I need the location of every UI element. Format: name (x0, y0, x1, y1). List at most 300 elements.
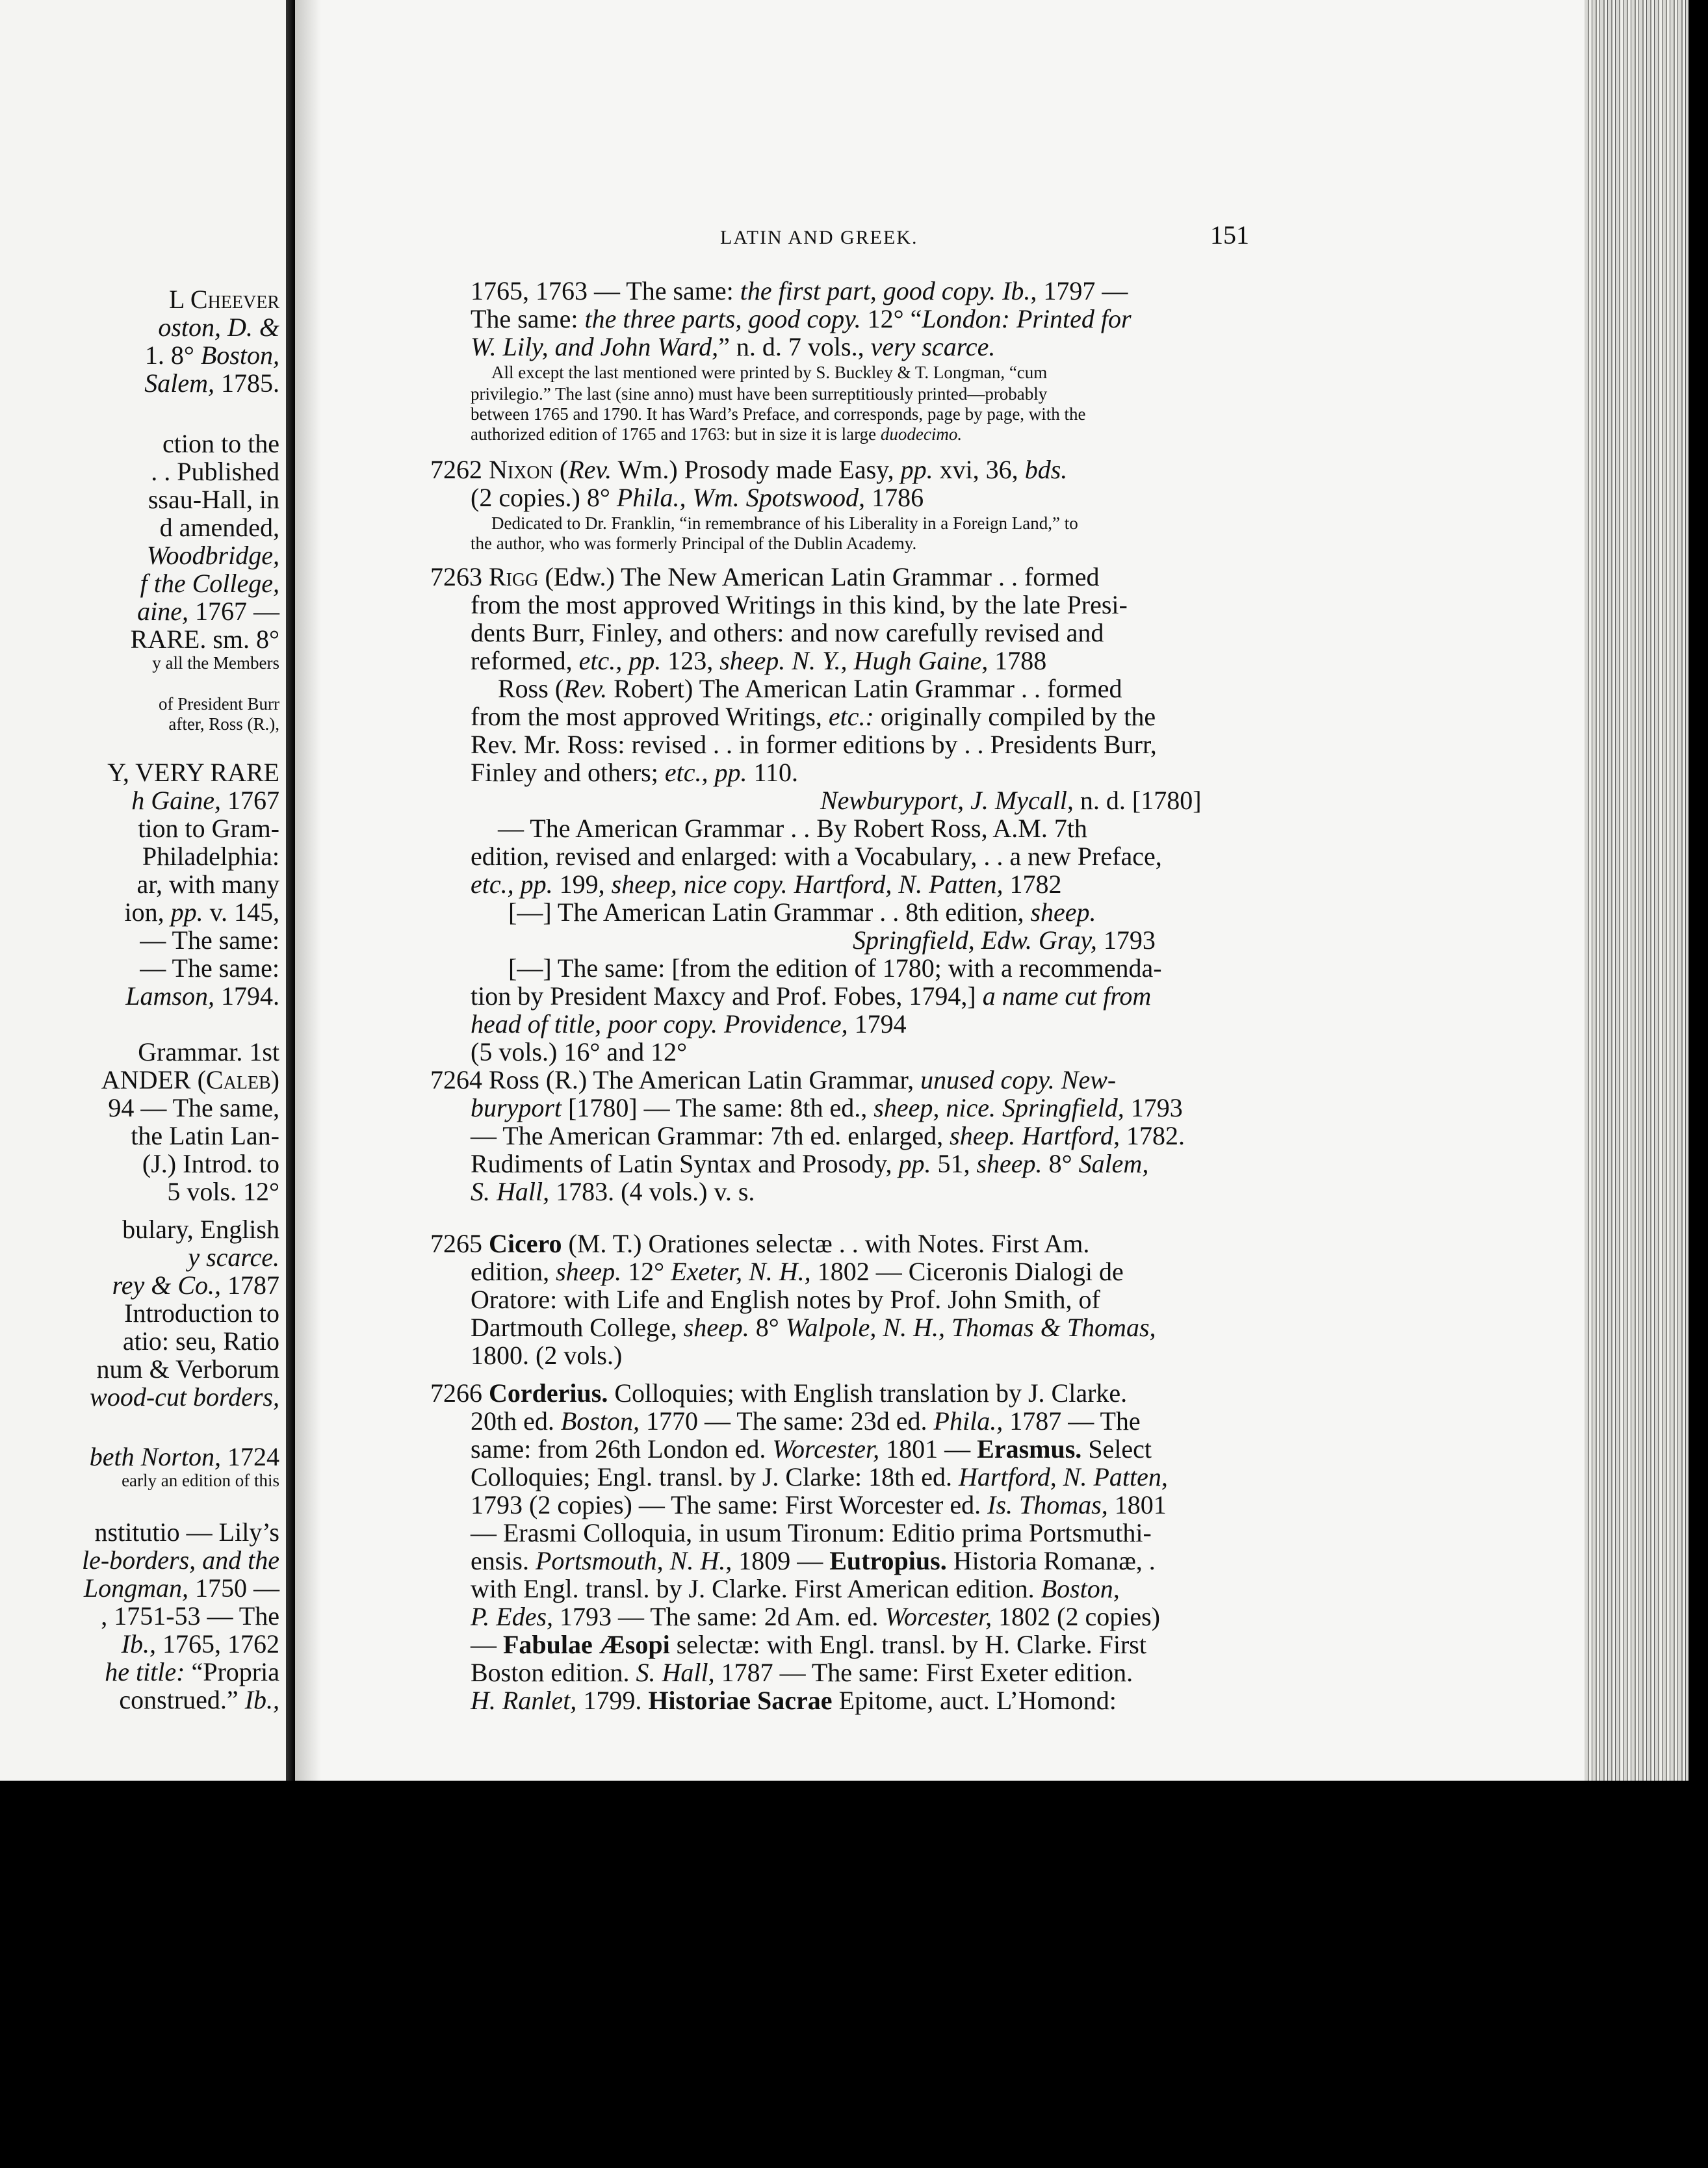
text-run: 1765, 1762 (156, 1629, 279, 1658)
text-run: Historiae Sacrae (648, 1686, 833, 1715)
text-run: Salem, (144, 368, 214, 398)
left-text-line (162, 430, 279, 458)
text-run: sheep, nice. Springfield, (873, 1093, 1124, 1122)
text-run: etc., pp. (664, 758, 747, 787)
text-line (471, 1122, 1185, 1150)
text-run: RARE. sm. 8° (130, 625, 279, 654)
text-run: Select (1081, 1434, 1152, 1464)
book-gutter-shadow (286, 0, 295, 1781)
left-text-line (138, 814, 279, 843)
left-text-line (142, 842, 279, 871)
text-run: early an edition of this (122, 1471, 279, 1490)
text-line (508, 898, 1096, 927)
text-run: — The American Grammar . . By Robert Ross, A.M. 7th (498, 814, 1087, 843)
text-run: 1787 — The same: First Exeter edition. (714, 1658, 1133, 1687)
text-run: ( (552, 455, 569, 484)
text-line (471, 404, 1086, 424)
text-line (491, 513, 1078, 534)
left-text-line (101, 1066, 279, 1094)
text-run: 199, (552, 870, 612, 899)
text-run: Eutropius. (829, 1546, 947, 1575)
text-run: xvi, 36, (933, 455, 1025, 484)
text-run: ion, (124, 897, 171, 927)
left-text-line (82, 1546, 279, 1575)
left-text-line (169, 285, 279, 314)
text-run: he title: (105, 1657, 185, 1686)
text-run: sheep. (683, 1313, 749, 1342)
text-run: — The same: (140, 925, 279, 955)
text-line (471, 1519, 1152, 1547)
text-line (430, 563, 1099, 591)
text-run: 1750 — (188, 1573, 279, 1603)
text-run: Dartmouth College, (471, 1313, 684, 1342)
left-text-line (140, 954, 279, 983)
text-run: Y, VERY RARE (107, 758, 279, 787)
text-run: Lamson, (125, 981, 214, 1011)
text-run: N. Y., Hugh Gaine, (792, 646, 989, 675)
text-run: sheep. (719, 646, 786, 675)
text-run: bds. (1024, 455, 1068, 484)
text-run: 51, (931, 1149, 977, 1178)
text-run: from the most approved Writings, (471, 702, 829, 731)
text-run: Boston, (200, 341, 279, 370)
text-run: Ib., (244, 1685, 279, 1714)
text-run: Cicero (489, 1229, 562, 1258)
text-line (471, 1435, 1152, 1464)
text-run: privilegio.” The last (sine anno) must have been surreptitiously printed—probably (471, 384, 1048, 404)
left-text-line (84, 1574, 279, 1603)
text-run: ction to the (162, 429, 279, 458)
text-line (471, 1547, 1156, 1575)
left-text-line (144, 369, 279, 398)
text-run: Finley and others; (471, 758, 665, 787)
text-run: Exeter, N. H., (671, 1257, 811, 1286)
text-run: — (471, 1630, 503, 1659)
text-run: Newburyport, J. Mycall, (820, 786, 1074, 815)
text-run: Oratore: with Life and English notes by Prof. John Smith, of (471, 1285, 1100, 1314)
text-run: Walpole, N. H., Thomas & Thomas, (785, 1313, 1156, 1342)
text-run: 7265 (430, 1229, 489, 1258)
left-text-line (160, 513, 279, 542)
text-run: 1782 (1003, 870, 1062, 899)
text-run: Robert) The American Latin Grammar . . formed (607, 674, 1122, 703)
text-line (471, 870, 1061, 899)
left-text-line (145, 341, 279, 370)
text-run: Worcester, (772, 1434, 880, 1464)
left-text-line (95, 1518, 279, 1547)
text-run: Corderius. (489, 1378, 608, 1408)
text-line (471, 982, 1151, 1011)
text-run: Rev. Mr. Ross: revised . . in former editions by . . Presidents Burr, (471, 730, 1157, 759)
text-line (471, 424, 962, 445)
text-run: etc.: (828, 702, 874, 731)
text-line (471, 1313, 1156, 1342)
text-run: Providence, (723, 1009, 848, 1039)
text-run: — The American Grammar: 7th ed. enlarged, (471, 1121, 950, 1150)
left-text-line (151, 458, 279, 486)
left-text-line (108, 1094, 279, 1122)
text-run: 1787 — The (1003, 1406, 1141, 1436)
text-run: the Latin Lan- (131, 1121, 279, 1150)
text-run: The same: (471, 304, 585, 333)
text-run: 1785. (214, 368, 279, 398)
text-run: pp. (900, 455, 933, 484)
text-run: Woodbridge, (146, 541, 279, 570)
text-run: tion by President Maxcy and Prof. Fobes, 1794,] (471, 981, 983, 1011)
text-run: etc., pp. (471, 870, 553, 899)
left-text-line (137, 597, 279, 626)
text-line (471, 1686, 1117, 1715)
text-run: tion to Gram- (138, 814, 279, 843)
left-text-line (105, 1658, 279, 1686)
text-run: Philadelphia: (142, 842, 279, 871)
text-run: the three parts, good copy. (584, 304, 861, 333)
text-run: S. Hall, (471, 1177, 550, 1206)
text-line (471, 703, 1156, 731)
text-run: Phila., (933, 1406, 1003, 1436)
text-run: selectæ: with Engl. transl. by H. Clarke. First (669, 1630, 1146, 1659)
text-run: 1799. (576, 1686, 649, 1715)
text-run: — The same: (140, 953, 279, 983)
left-text-line (119, 1686, 279, 1714)
text-line (471, 277, 1128, 305)
left-text-line (137, 870, 279, 899)
bottom-dark-band (0, 1781, 1708, 2168)
text-run: v. 145, (203, 897, 279, 927)
text-run: the first part, good copy. Ib. (740, 276, 1031, 305)
left-text-line (131, 786, 279, 815)
text-run: (Edw.) The New American Latin Grammar . . formed (538, 562, 1100, 591)
text-run: Portsmouth, N. H., (536, 1546, 732, 1575)
text-run: , 1797 — (1030, 276, 1128, 305)
left-text-line (147, 541, 279, 570)
text-run: edition, (471, 1257, 556, 1286)
left-text-line (148, 485, 279, 514)
text-run: sheep. (1030, 897, 1096, 927)
text-run: Epitome, auct. L’Homond: (832, 1686, 1117, 1715)
text-line (471, 1491, 1167, 1519)
text-run: authorized edition of 1765 and 1763: but in size it is large (471, 424, 881, 444)
text-line (471, 1285, 1100, 1314)
text-line (471, 619, 1104, 647)
text-run: P. Edes, (471, 1602, 554, 1631)
left-text-line (138, 1038, 279, 1066)
left-text-line (140, 569, 279, 598)
text-run: Grammar. 1st (138, 1037, 279, 1066)
left-text-line (124, 898, 279, 927)
text-run: 20th ed. (471, 1406, 561, 1436)
text-run: 7264 Ross (R.) The American Latin Grammar, (430, 1065, 921, 1094)
left-text-line (101, 1602, 279, 1631)
text-run: Worcester, (885, 1602, 992, 1631)
text-run (788, 870, 794, 899)
text-line (471, 730, 1157, 759)
text-run: rey & Co., (112, 1271, 221, 1300)
text-run: 1788 (988, 646, 1047, 675)
text-run: 7262 (430, 455, 489, 484)
text-run: (J.) Introd. to (142, 1149, 279, 1178)
left-text-line (124, 1299, 279, 1328)
text-run: after, Ross (R.), (168, 714, 279, 734)
text-run: . . Published (151, 457, 279, 486)
text-line (498, 814, 1087, 843)
text-run: Hartford, N. Patten, (794, 870, 1003, 899)
text-run: pp. (170, 897, 203, 927)
text-run: 1800. (2 vols.) (471, 1341, 623, 1370)
text-run: 1793 (2 copies) — The same: First Worcester ed. (471, 1490, 988, 1519)
text-run: etc., pp. (578, 646, 662, 675)
text-run: 1802 (2 copies) (992, 1602, 1160, 1631)
text-run: 1794. (214, 981, 279, 1011)
text-run: 1724 (221, 1442, 279, 1471)
text-run: y scarce. (188, 1243, 279, 1272)
text-run: ANDER (Caleb) (101, 1065, 279, 1094)
running-head: LATIN AND GREEK. (720, 227, 918, 248)
text-run: Boston, (1041, 1574, 1120, 1603)
text-line (471, 1150, 1148, 1178)
text-line (498, 675, 1122, 703)
text-run: Introduction to (124, 1298, 279, 1328)
text-run: Ross ( (498, 674, 564, 703)
text-run: Colloquies; Engl. transl. by J. Clarke: 18th ed. (471, 1462, 959, 1491)
text-line (471, 758, 798, 787)
text-run: y all the Members (152, 653, 279, 673)
text-run: sheep. (556, 1257, 622, 1286)
text-run: Phila., Wm. Spotswood, (616, 483, 866, 512)
text-line (430, 1379, 1127, 1408)
text-line (430, 1066, 1116, 1094)
text-run: [—] The same: [from the edition of 1780; with a recommenda- (508, 953, 1162, 983)
left-text-line (168, 714, 279, 734)
text-line (491, 363, 1047, 383)
text-run: Boston edition. (471, 1658, 636, 1687)
left-text-line (107, 758, 279, 787)
text-run: nstitutio — Lily’s (94, 1517, 279, 1547)
text-run: wood-cut borders, (90, 1382, 279, 1412)
text-run: London: Printed for (922, 304, 1132, 333)
text-run: the author, who was formerly Principal of the Dublin Academy. (471, 534, 917, 553)
text-line (508, 954, 1162, 983)
text-run: 12° (621, 1257, 671, 1286)
text-run: 7266 (430, 1378, 489, 1408)
text-run: 1809 — (732, 1546, 830, 1575)
text-run: 1767 (221, 786, 279, 815)
text-run: le-borders, and the (81, 1545, 279, 1575)
text-run: (5 vols.) 16° and 12° (471, 1037, 688, 1066)
text-run: very scarce. (870, 332, 996, 361)
left-text-line (90, 1443, 279, 1471)
text-line (471, 842, 1162, 871)
text-run: 110. (747, 758, 798, 787)
text-run: 1770 — The same: 23d ed. (640, 1406, 934, 1436)
text-run: unused copy. New- (920, 1065, 1117, 1094)
text-run: ” n. d. 7 vols., (718, 332, 871, 361)
text-line (820, 786, 1202, 815)
text-run: f the College, (140, 569, 279, 598)
text-run (718, 1009, 724, 1039)
left-text-line (167, 1178, 279, 1206)
left-text-line (140, 926, 279, 955)
text-run: h Gaine, (131, 786, 221, 815)
text-line (471, 534, 916, 554)
text-run: 1793 (1096, 925, 1156, 955)
text-run: (2 copies.) 8° (471, 483, 617, 512)
text-run: 1765, 1763 — The same: (471, 276, 740, 305)
text-run: of President Burr (159, 694, 279, 714)
left-text-line (90, 1383, 279, 1412)
left-text-line (122, 1471, 279, 1491)
text-run: sheep. (976, 1149, 1042, 1178)
text-run: W. Lily, and John Ward, (471, 332, 719, 361)
left-text-line (123, 1327, 279, 1356)
text-line (471, 1178, 755, 1206)
text-run: “Propria (185, 1657, 279, 1686)
left-text-line (125, 982, 279, 1011)
text-line (471, 1603, 1160, 1631)
text-run: oston, D. & (158, 313, 279, 342)
text-run: Hartford, N. Patten, (959, 1462, 1168, 1491)
text-run: bulary, English (122, 1215, 279, 1244)
text-run: dents Burr, Finley, and others: and now carefully revised and (471, 618, 1104, 647)
text-run: pp. (898, 1149, 931, 1178)
text-line (471, 1407, 1141, 1436)
text-line (430, 456, 1067, 484)
text-line (471, 1658, 1133, 1687)
text-run: Rudiments of Latin Syntax and Prosody, (471, 1149, 899, 1178)
text-run: All except the last mentioned were printed by S. Buckley & T. Longman, “cum (491, 363, 1048, 382)
text-line (471, 1010, 907, 1039)
text-run: d amended, (159, 513, 279, 542)
page-number: 151 (1210, 220, 1249, 250)
text-run: buryport (471, 1093, 562, 1122)
text-run: Erasmus. (977, 1434, 1082, 1464)
text-run: 1793 (1124, 1093, 1183, 1122)
left-text-line (131, 625, 279, 654)
text-run: — Erasmi Colloquia, in usum Tironum: Editio prima Portsmuthi- (471, 1518, 1152, 1547)
text-run: ensis. (471, 1546, 536, 1575)
text-line (471, 384, 1047, 404)
left-text-line (142, 1150, 279, 1178)
text-line (471, 1575, 1120, 1603)
text-run: Salem, (1078, 1149, 1149, 1178)
text-run: sheep. Hartford, (950, 1121, 1120, 1150)
text-run: 1787 (221, 1271, 279, 1300)
text-run: 1786 (865, 483, 924, 512)
text-run: [—] The American Latin Grammar . . 8th edition, (508, 897, 1031, 927)
text-run: 1801 (1107, 1490, 1167, 1519)
text-run: ssau-Hall, in (148, 485, 279, 514)
text-run: , 1751-53 — The (101, 1601, 279, 1631)
text-run: 1783. (4 vols.) v. s. (549, 1177, 755, 1206)
left-text-line (122, 1215, 279, 1244)
text-run: a name cut from (982, 981, 1152, 1011)
text-run: 12° “ (860, 304, 922, 333)
text-run: Nixon (489, 455, 553, 484)
text-run: 7263 (430, 562, 489, 591)
text-run: 5 vols. 12° (167, 1177, 279, 1206)
left-text-line (131, 1122, 279, 1150)
text-run: 1782. (1120, 1121, 1185, 1150)
text-line (471, 1463, 1168, 1491)
text-run: ar, with many (136, 870, 279, 899)
text-run: 123, (661, 646, 720, 675)
text-run: H. Ranlet, (471, 1686, 577, 1715)
page-edge-stack (1585, 0, 1689, 1794)
left-text-line (97, 1355, 279, 1384)
text-run: (M. T.) Orationes selectæ . . with Notes. First Am. (562, 1229, 1090, 1258)
left-text-line (122, 1630, 279, 1658)
text-run: Springfield, Edw. Gray, (853, 925, 1097, 955)
text-run: 1801 — (879, 1434, 977, 1464)
left-text-line (159, 694, 279, 714)
text-run (785, 646, 792, 675)
text-run: originally compiled by the (873, 702, 1156, 731)
text-line (471, 305, 1132, 333)
text-run: sheep, nice copy. (611, 870, 788, 899)
text-run: head of title, poor copy. (471, 1009, 718, 1039)
text-line (471, 333, 995, 361)
text-run: Longman, (83, 1573, 188, 1603)
text-run: Colloquies; with English translation by J. Clarke. (608, 1378, 1128, 1408)
text-run: 1793 — The same: 2d Am. ed. (553, 1602, 885, 1631)
left-text-line (158, 313, 279, 342)
text-line (471, 647, 1046, 675)
text-run: 8° (1042, 1149, 1079, 1178)
text-line (430, 1230, 1089, 1258)
text-line (471, 1038, 687, 1066)
text-run: Dedicated to Dr. Franklin, “in remembrance of his Liberality in a Foreign Land,” to (491, 513, 1078, 533)
text-run: 8° (749, 1313, 786, 1342)
text-run: Rigg (489, 562, 539, 591)
text-run: reformed, (471, 646, 579, 675)
text-run: 1. 8° (144, 341, 201, 370)
text-run: edition, revised and enlarged: with a Vocabulary, . . a new Preface, (471, 842, 1162, 871)
text-run: S. Hall, (636, 1658, 715, 1687)
text-run: Rev. (563, 674, 608, 703)
text-line (471, 591, 1128, 619)
text-run: Boston, (560, 1406, 640, 1436)
text-run: 94 — The same, (108, 1093, 279, 1122)
left-text-line (152, 653, 279, 673)
left-text-line (188, 1243, 279, 1272)
text-run: 1794 (848, 1009, 907, 1039)
left-text-line (112, 1271, 279, 1300)
text-run: num & Verborum (96, 1354, 279, 1384)
text-run: n. d. [1780] (1073, 786, 1202, 815)
text-run: aine, (137, 597, 188, 626)
text-run: Historia Romanæ, . (946, 1546, 1156, 1575)
text-run: same: from 26th London ed. (471, 1434, 773, 1464)
text-line (471, 1258, 1124, 1286)
text-run: with Engl. transl. by J. Clarke. First American edition. (471, 1574, 1041, 1603)
text-run: Fabulae Æsopi (503, 1630, 670, 1659)
text-run: L Cheever (168, 285, 279, 314)
text-run: from the most approved Writings in this kind, by the late Presi- (471, 590, 1128, 619)
text-run: Ib., (121, 1629, 156, 1658)
text-run: atio: seu, Ratio (122, 1326, 279, 1356)
text-line (471, 1341, 622, 1370)
text-run: 1802 — Ciceronis Dialogi de (810, 1257, 1124, 1286)
text-run: between 1765 and 1790. It has Ward’s Preface, and corresponds, page by page, with the (471, 404, 1086, 424)
text-line (471, 1631, 1146, 1659)
text-run: 1767 — (188, 597, 279, 626)
text-run: Is. Thomas, (987, 1490, 1108, 1519)
page-gutter (295, 0, 321, 1781)
text-line (853, 926, 1156, 955)
text-run: beth Norton, (89, 1442, 221, 1471)
text-run: duodecimo. (880, 424, 963, 444)
text-line (471, 1094, 1183, 1122)
